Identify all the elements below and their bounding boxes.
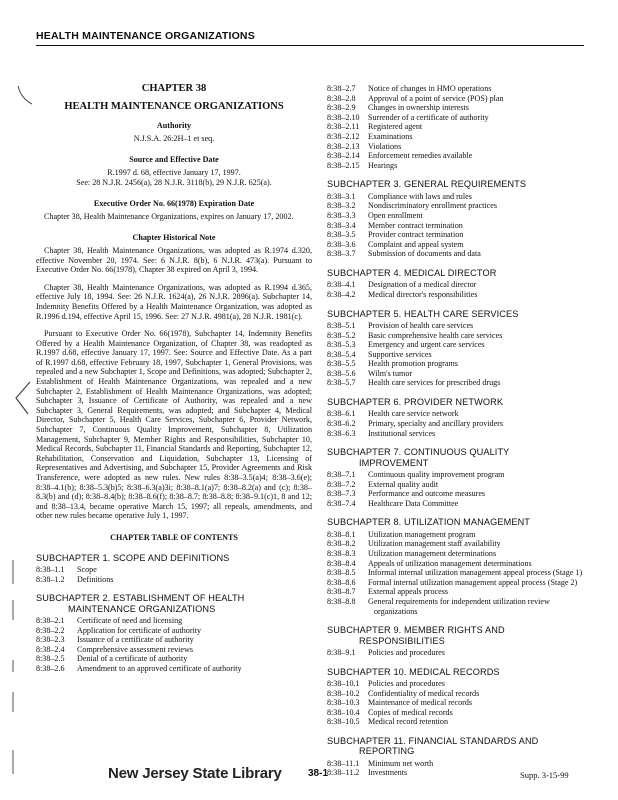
section-title: Surrender of a certificate of authority xyxy=(368,112,489,122)
margin-bracket-mark xyxy=(8,380,34,420)
toc-entry xyxy=(327,113,585,123)
section-number: 8:38–3.1 xyxy=(327,191,356,201)
executive-order-text: Chapter 38, Health Maintenance Organizations, expires on January 17, 2002. xyxy=(44,211,294,221)
chapter-title: HEALTH MAINTENANCE ORGANIZATIONS xyxy=(64,100,284,112)
section-number: 8:38–6.3 xyxy=(327,428,356,438)
section-number: 8:38–2.14 xyxy=(327,151,360,161)
toc-entry xyxy=(327,132,585,142)
toc-entry xyxy=(327,549,585,559)
section-title: Utilization management staff availability xyxy=(368,539,501,549)
toc-entry xyxy=(327,290,585,300)
section-title: Registered agent xyxy=(368,122,423,132)
section-title: Continuous quality improvement program xyxy=(368,470,505,480)
section-number: 8:38–8.4 xyxy=(327,558,356,568)
subchapter-heading-line-1: SUBCHAPTER 9. MEMBER RIGHTS AND xyxy=(327,625,505,636)
toc-entry xyxy=(327,698,585,708)
section-title: Comprehensive assessment reviews xyxy=(77,644,193,654)
section-number: 8:38–2.1 xyxy=(36,615,65,625)
toc-list xyxy=(327,321,585,388)
toc-entry xyxy=(327,530,585,540)
section-number: 8:38–6.2 xyxy=(327,419,356,429)
section-number: 8:38–4.2 xyxy=(327,289,356,299)
section-title: Open enrollment xyxy=(368,210,423,220)
section-title: Examinations xyxy=(368,131,413,141)
subchapter-heading xyxy=(327,447,585,468)
section-title: Minimum net worth xyxy=(368,758,434,768)
subchapter-heading-line-1: SUBCHAPTER 11. FINANCIAL STANDARDS AND xyxy=(327,735,539,746)
subchapter-heading: SUBCHAPTER 8. UTILIZATION MANAGEMENT xyxy=(327,517,531,528)
source-line-1: R.1997 d. 68, effective January 17, 1997. xyxy=(107,167,241,177)
section-title: Issuance of a certificate of authority xyxy=(77,635,194,645)
toc-entry xyxy=(327,340,585,350)
toc-entry xyxy=(36,626,312,636)
chapter-number: CHAPTER 38 xyxy=(141,83,207,94)
section-number: 8:38–11.1 xyxy=(327,758,360,768)
subchapter-heading xyxy=(327,625,585,646)
source-label: Source and Effective Date xyxy=(129,155,219,165)
subchapter-heading-line-2: REPORTING xyxy=(359,746,415,757)
toc-list xyxy=(327,648,585,658)
section-number: 8:38–5.3 xyxy=(327,340,356,350)
toc-heading: CHAPTER TABLE OF CONTENTS xyxy=(110,532,238,542)
toc-entry xyxy=(327,597,585,616)
toc-entry xyxy=(327,280,585,290)
toc-list xyxy=(327,470,585,508)
section-title: Notice of changes in HMO operations xyxy=(368,84,492,93)
toc-entry xyxy=(36,664,312,674)
toc-entry xyxy=(327,142,585,152)
toc-entry xyxy=(327,587,585,597)
section-number: 8:38–2.7 xyxy=(327,84,356,93)
section-title: Medical director's responsibilities xyxy=(368,289,478,299)
section-title: Submission of documents and data xyxy=(368,249,481,259)
section-number: 8:38–2.6 xyxy=(36,663,65,673)
toc-entry xyxy=(327,648,585,658)
section-number: 8:38–8.7 xyxy=(327,587,356,597)
section-number: 8:38–8.5 xyxy=(327,568,356,578)
toc-entry xyxy=(36,565,312,575)
section-title: Medical record retention xyxy=(368,717,449,727)
subchapter-heading-line-1: SUBCHAPTER 7. CONTINUOUS QUALITY xyxy=(327,447,510,458)
toc-entry xyxy=(327,103,585,113)
section-number: 8:38–10.1 xyxy=(327,679,360,688)
subchapter-heading-line-2: RESPONSIBILITIES xyxy=(359,635,445,646)
section-number: 8:38–2.13 xyxy=(327,141,360,151)
section-number: 8:38–7.3 xyxy=(327,489,356,499)
toc-entry xyxy=(327,230,585,240)
toc-list xyxy=(36,616,312,674)
section-number: 8:38–3.5 xyxy=(327,230,356,240)
historical-note-label: Chapter Historical Note xyxy=(132,233,216,243)
subchapter-heading: SUBCHAPTER 1. SCOPE AND DEFINITIONS xyxy=(36,552,230,563)
toc-list xyxy=(327,409,585,438)
toc-entry xyxy=(327,161,585,171)
toc-entry xyxy=(327,499,585,509)
section-number: 8:38–9.1 xyxy=(327,648,356,657)
section-title: Informal internal utilization management appeal process (Stage 1) xyxy=(368,568,583,578)
section-title: Provision of health care services xyxy=(368,320,474,330)
section-title: Enforcement remedies available xyxy=(368,151,473,161)
right-column xyxy=(327,84,585,778)
toc-entry xyxy=(327,350,585,360)
toc-entry xyxy=(36,635,312,645)
toc-entry xyxy=(327,409,585,419)
section-title: Policies and procedures xyxy=(368,679,445,688)
section-number: 8:38–2.5 xyxy=(36,654,65,664)
margin-line-mark xyxy=(8,560,18,780)
section-title: Confidentiality of medical records xyxy=(368,688,480,698)
section-title: Health care services for prescribed drugs xyxy=(368,378,501,388)
toc-entry xyxy=(327,84,585,94)
margin-scribble xyxy=(14,84,36,108)
toc-entry xyxy=(36,616,312,626)
section-number: 8:38–11.2 xyxy=(327,768,360,778)
historical-note-paragraph-1: Chapter 38, Health Maintenance Organizations, was adopted as R.1974 d.320, effective November 20, 1974. See: 6 N.J.R. 8(b), 6 N.J.R. 473(a). Pursuant to Executive Order No. 66(1978), Chapter 38 expired on April 3, 1994. xyxy=(36,245,312,275)
toc-entry xyxy=(327,378,585,388)
section-title: Denial of a certificate of authority xyxy=(77,654,188,664)
toc-entry xyxy=(327,419,585,429)
toc-list xyxy=(327,679,585,727)
supplement-date: Supp. 3-15-99 xyxy=(520,770,569,780)
section-title: Utilization management program xyxy=(368,529,476,539)
executive-order-label: Executive Order No. 66(1978) Expiration Date xyxy=(93,199,255,209)
section-number: 8:38–8.1 xyxy=(327,529,356,539)
subchapter-heading: SUBCHAPTER 10. MEDICAL RECORDS xyxy=(327,666,500,677)
section-title: Policies and procedures xyxy=(368,648,445,657)
toc-list xyxy=(327,530,585,616)
toc-entry xyxy=(327,578,585,588)
subchapter-heading: SUBCHAPTER 4. MEDICAL DIRECTOR xyxy=(327,267,497,278)
section-title: Formal internal utilization management appeal process (Stage 2) xyxy=(368,577,578,587)
section-number: 8:38–8.3 xyxy=(327,549,356,559)
section-title: Violations xyxy=(368,141,402,151)
page-number: 38-1 xyxy=(308,768,329,779)
toc-list xyxy=(36,565,312,584)
section-number: 8:38–3.7 xyxy=(327,249,356,259)
toc-entry xyxy=(327,221,585,231)
section-number: 8:38–3.4 xyxy=(327,220,356,230)
section-title: Healthcare Data Committee xyxy=(368,498,459,508)
subchapter-heading xyxy=(36,593,312,614)
section-number: 8:38–2.9 xyxy=(327,103,356,113)
toc-entry xyxy=(327,568,585,578)
toc-entry xyxy=(327,331,585,341)
section-title: Emergency and urgent care services xyxy=(368,340,485,350)
section-title: Complaint and appeal system xyxy=(368,239,464,249)
toc-entry xyxy=(327,192,585,202)
section-number: 8:38–2.10 xyxy=(327,112,360,122)
toc-entry xyxy=(327,321,585,331)
section-title: Hearings xyxy=(368,160,398,170)
section-title: Copies of medical records xyxy=(368,707,453,717)
subchapter-heading-line-2: IMPROVEMENT xyxy=(359,457,429,468)
section-number: 8:38–2.15 xyxy=(327,160,360,170)
toc-entry xyxy=(327,249,585,259)
section-number: 8:38–3.2 xyxy=(327,201,356,211)
section-number: 8:38–3.3 xyxy=(327,210,356,220)
section-title: Amendment to an approved certificate of authority xyxy=(77,663,242,673)
historical-note-paragraph-2: Chapter 38, Health Maintenance Organizations, was adopted as R.1994 d.365, effective July 18, 1994. See: 26 N.J.R. 1624(a), 26 N.J.R. 2896(a). Subchapter 14, Indemnity Benefits Offered by a Health Maintenance Organization, was adopted as R.1996 d.194, effective April 15, 1996. See: 27 N.J.R. 4981(a), 28 N.J.R. 1981(c). xyxy=(36,282,312,321)
section-number: 8:38–5.1 xyxy=(327,320,356,330)
toc-entry xyxy=(327,489,585,499)
source-line-2: See: 28 N.J.R. 2456(a), 28 N.J.R. 3118(b), 29 N.J.R. 625(a). xyxy=(76,177,272,187)
section-title: General requirements for independent utilization review organizations xyxy=(368,597,550,616)
section-title: Approval of a point of service (POS) plan xyxy=(368,93,504,103)
toc-entry xyxy=(327,480,585,490)
section-title: External quality audit xyxy=(368,479,439,489)
section-number: 8:38–1.1 xyxy=(36,564,65,574)
subchapter-heading-line-1: SUBCHAPTER 2. ESTABLISHMENT OF HEALTH xyxy=(36,593,245,604)
section-title: Appeals of utilization management determinations xyxy=(368,558,532,568)
section-title: Maintenance of medical records xyxy=(368,698,473,708)
section-number: 8:38–7.4 xyxy=(327,498,356,508)
toc-entry xyxy=(327,689,585,699)
section-number: 8:38–5.6 xyxy=(327,368,356,378)
section-title: Member contract termination xyxy=(368,220,463,230)
section-number: 8:38–4.1 xyxy=(327,280,356,290)
section-number: 8:38–8.8 xyxy=(327,597,356,606)
section-number: 8:38–2.3 xyxy=(36,635,65,645)
toc-entry xyxy=(327,359,585,369)
subchapter-heading: SUBCHAPTER 3. GENERAL REQUIREMENTS xyxy=(327,179,527,190)
section-number: 8:38–10.5 xyxy=(327,717,360,727)
section-number: 8:38–10.3 xyxy=(327,698,360,708)
left-column xyxy=(36,84,312,674)
section-title: Primary, specialty and ancillary providers xyxy=(368,419,504,429)
section-title: Health promotion programs xyxy=(368,359,458,369)
subchapter-heading-line-2: MAINTENANCE ORGANIZATIONS xyxy=(68,603,216,614)
running-head: HEALTH MAINTENANCE ORGANIZATIONS xyxy=(36,30,255,42)
subchapter-heading: SUBCHAPTER 6. PROVIDER NETWORK xyxy=(327,397,504,408)
section-number: 8:38–2.4 xyxy=(36,644,65,654)
toc-entry xyxy=(327,679,585,689)
section-number: 8:38–8.6 xyxy=(327,577,356,587)
toc-list xyxy=(327,84,585,170)
section-title: Basic comprehensive health care services xyxy=(368,330,503,340)
section-title: Definitions xyxy=(77,574,114,584)
subchapter-heading: SUBCHAPTER 5. HEALTH CARE SERVICES xyxy=(327,308,519,319)
section-number: 8:38–7.2 xyxy=(327,479,356,489)
toc-entry xyxy=(36,645,312,655)
toc-list xyxy=(327,280,585,299)
section-title: Supportive services xyxy=(368,349,432,359)
header-rule xyxy=(36,45,584,46)
section-number: 8:38–5.2 xyxy=(327,330,356,340)
section-number: 8:38–3.6 xyxy=(327,239,356,249)
authority-label: Authority xyxy=(156,121,192,131)
section-number: 8:38–5.4 xyxy=(327,349,356,359)
section-number: 8:38–8.2 xyxy=(327,539,356,549)
section-number: 8:38–1.2 xyxy=(36,574,65,584)
toc-entry xyxy=(36,575,312,585)
section-title: Institutional services xyxy=(368,428,436,438)
section-title: Application for certificate of authority xyxy=(77,625,202,635)
toc-entry xyxy=(327,211,585,221)
toc-entry xyxy=(327,151,585,161)
section-title: Scope xyxy=(77,564,97,574)
toc-entry xyxy=(327,759,585,769)
section-title: Changes in ownership interests xyxy=(368,103,469,113)
toc-entry xyxy=(327,539,585,549)
library-stamp: New Jersey State Library xyxy=(108,765,282,782)
section-title: Health care service network xyxy=(368,409,459,419)
section-number: 8:38–2.11 xyxy=(327,122,360,132)
toc-list xyxy=(327,192,585,259)
section-title: Provider contract termination xyxy=(368,230,464,240)
toc-entry xyxy=(36,654,312,664)
authority-text: N.J.S.A. 26:2H–1 et seq. xyxy=(133,133,215,143)
section-title: Compliance with laws and rules xyxy=(368,191,472,201)
section-number: 8:38–10.2 xyxy=(327,688,360,698)
toc-entry xyxy=(327,369,585,379)
toc-entry xyxy=(327,94,585,104)
section-title: Designation of a medical director xyxy=(368,280,477,290)
section-number: 8:38–2.2 xyxy=(36,625,65,635)
toc-entry xyxy=(327,201,585,211)
toc-entry xyxy=(327,559,585,569)
section-number: 8:38–5.5 xyxy=(327,359,356,369)
toc-entry xyxy=(327,470,585,480)
toc-entry xyxy=(327,717,585,727)
section-number: 8:38–10.4 xyxy=(327,707,360,717)
section-title: Investments xyxy=(368,768,408,778)
historical-note-paragraph-3: Pursuant to Executive Order No. 66(1978), Subchapter 14, Indemnity Benefits Offered by a Health Maintenance Organization, of Chapter 38, was readopted as R.1997 d.68, effective January 17, 1997. See: Source and Effective Date. As a part of R.1997 d.68, effective February 18, 1997, Subchapter 1, General Provisions, was repealed and a new Subchapter 1, Scope and Definitions, was adopted; Subchapter 2, Establishment of Health Maintenance Organizations, was repealed and a new Subchapter 2, Establishment of Health Maintenance Organizations, was adopted; Subchapter 3, Issuance of Certificate of Authority, was repealed and a new Subchapter 3, General Requirements, was adopted; and Subchapter 4, Medical Director, Subchapter 5, Health Care Services, Subchapter 6, Provider Network, Subchapter 7, Continuous Quality Improvement, Subchapter 8, Utilization Management, Subchapter 9, Member Rights and Responsibilities, Subchapter 10, Medical Records, Subchapter 11, Financial Standards and Reporting, Subchapter 12, Rehabilitation, Conservation and Liquidation, Subchapter 13, Licensing of Representatives and Advertising, and Subchapter 15, Provider Agreements and Risk Transference, were adopted as new rules. New rules 8:38–3.5(a)4; 8:38–3.6(e); 8:38–4.1(b); 8:38–5.3(b)5; 8:38–6.3(a)3i; 8:38–8.1(a)7; 8:38–8.2(a) and (c); 8:38–8.3(b) and (d); 8:38–8.4(b); 8:38–8.6(f); 8:38–8.7; 8:38–8.8; 8:38–9.1(c)1, 8 and 12; and 8:38–13.4, became operative March 15, 1997; all repeals, amendments, and other new rules became operative July 1, 1997. xyxy=(36,329,312,521)
section-number: 8:38–6.1 xyxy=(327,409,356,419)
section-title: Wilm's tumor xyxy=(368,368,413,378)
toc-entry xyxy=(327,708,585,718)
section-title: Utilization management determinations xyxy=(368,549,497,559)
toc-entry xyxy=(327,240,585,250)
section-number: 8:38–2.12 xyxy=(327,131,360,141)
subchapter-heading xyxy=(327,736,585,757)
toc-entry xyxy=(327,122,585,132)
section-number: 8:38–7.1 xyxy=(327,470,356,480)
section-number: 8:38–2.8 xyxy=(327,93,356,103)
section-number: 8:38–5.7 xyxy=(327,378,356,388)
section-title: External appeals process xyxy=(368,587,449,597)
section-title: Performance and outcome measures xyxy=(368,489,486,499)
toc-entry xyxy=(327,429,585,439)
section-title: Nondiscriminatory enrollment practices xyxy=(368,201,498,211)
section-title: Certificate of need and licensing xyxy=(77,615,183,625)
